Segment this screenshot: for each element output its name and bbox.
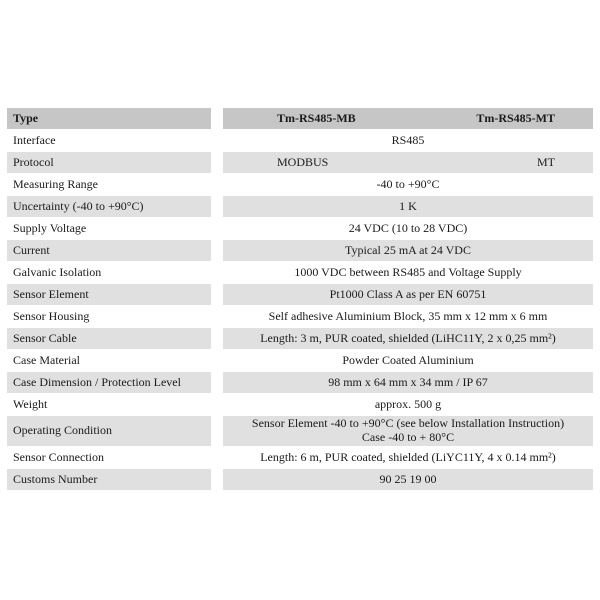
row-label: Interface (13, 132, 56, 147)
table-row-sensor-connection (7, 447, 593, 468)
row-value: 90 25 19 00 (223, 469, 593, 490)
row-value: RS485 (391, 132, 425, 147)
header-model-mt: Tm-RS485-MT (476, 110, 555, 125)
row-label: Case Dimension / Protection Level (7, 372, 211, 393)
protocol-value-mt: MT (537, 154, 555, 169)
row-value: Typical 25 mA at 24 VDC (223, 240, 593, 261)
table-row-sensor-element (7, 284, 593, 305)
row-label: Current (7, 240, 211, 261)
header-type-label: Type (7, 108, 211, 129)
row-value: approx. 500 g (374, 396, 442, 411)
row-value: 98 mm x 64 mm x 34 mm / IP 67 (223, 372, 593, 393)
row-value: 1000 VDC between RS485 and Voltage Supply (294, 264, 522, 279)
row-label: Sensor Element (7, 284, 211, 305)
table-row-supply-voltage (7, 218, 593, 239)
table-row-case-material (7, 350, 593, 371)
header-models (223, 108, 593, 129)
row-value: Length: 6 m, PUR coated, shielded (LiYC11Y, 4 x 0.14 mm²) (260, 449, 556, 464)
spec-table (7, 108, 593, 491)
row-value: 1 K (223, 196, 593, 217)
table-row-customs-number (7, 469, 593, 490)
row-label: Galvanic Isolation (13, 264, 102, 279)
header-model-mb: Tm-RS485-MB (277, 110, 356, 125)
row-value-multiline (223, 416, 593, 446)
table-row-current (7, 240, 593, 261)
table-row-protocol (7, 152, 593, 173)
row-value: Pt1000 Class A as per EN 60751 (223, 284, 593, 305)
table-row-operating-condition (7, 416, 593, 446)
row-label: Customs Number (7, 469, 211, 490)
operating-condition-lines (252, 417, 564, 445)
operating-condition-line-1: Sensor Element -40 to +90°C (see below Installation Instruction) (251, 416, 565, 431)
row-value-split (223, 152, 593, 173)
row-value: -40 to +90°C (376, 176, 440, 191)
row-label: Weight (13, 396, 48, 411)
row-value: 24 VDC (10 to 28 VDC) (348, 220, 468, 235)
protocol-value-mb: MODBUS (277, 154, 329, 169)
row-label: Case Material (13, 352, 80, 367)
table-header-row (7, 108, 593, 129)
table-row-sensor-housing (7, 306, 593, 327)
table-row-case-dimension (7, 372, 593, 393)
row-label: Operating Condition (7, 416, 211, 446)
table-row-galvanic-isolation (7, 262, 593, 283)
operating-condition-line-2: Case -40 to + 80°C (361, 430, 455, 444)
row-value: Powder Coated Aluminium (342, 352, 474, 367)
row-value: Length: 3 m, PUR coated, shielded (LiHC11Y, 2 x 0,25 mm²) (223, 328, 593, 349)
row-value: Self adhesive Aluminium Block, 35 mm x 12 mm x 6 mm (268, 308, 548, 323)
row-label: Sensor Connection (13, 449, 104, 464)
table-row-uncertainty (7, 196, 593, 217)
row-label: Sensor Cable (7, 328, 211, 349)
table-row-measuring-range (7, 174, 593, 195)
row-label: Uncertainty (-40 to +90°C) (7, 196, 211, 217)
row-label: Sensor Housing (13, 308, 90, 323)
row-label: Measuring Range (13, 176, 98, 191)
row-label: Protocol (7, 152, 211, 173)
table-row-sensor-cable (7, 328, 593, 349)
table-row-interface (7, 130, 593, 151)
row-label: Supply Voltage (13, 220, 87, 235)
table-row-weight (7, 394, 593, 415)
